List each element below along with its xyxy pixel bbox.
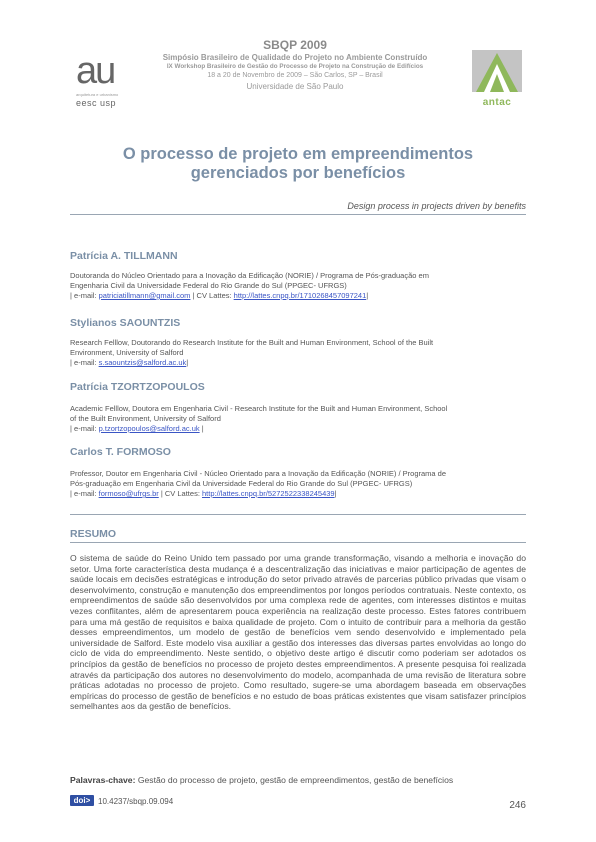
- author-email-link[interactable]: formoso@ufrgs.br: [98, 489, 159, 498]
- author-email-link[interactable]: patriciatillmann@gmail.com: [98, 291, 191, 300]
- author-name: Patrícia TZORTZOPOULOS: [70, 381, 205, 393]
- workshop-name: IX Workshop Brasileiro de Gestão do Processo de Projeto na Construção de Edifícios: [166, 63, 424, 70]
- author-contact: [70, 489, 526, 499]
- email-label: | e-mail:: [70, 489, 99, 498]
- author-contact: [70, 291, 526, 301]
- affiliation-line: Pós-graduação em Engenharia Civil da Universidade Federal do Rio Grande do Sul (PPGEC- UFRGS): [70, 479, 413, 488]
- page-number: 246: [509, 800, 526, 811]
- author-email-link[interactable]: p.tzortzopoulos@salford.ac.uk: [98, 424, 200, 433]
- university-name: Universidade de São Paulo: [246, 82, 344, 91]
- section-heading-resumo: RESUMO: [70, 528, 117, 540]
- au-logo-tagline: arquitetura e urbanismo: [76, 92, 119, 97]
- author-lattes-link[interactable]: http://lattes.cnpq.br/1710268457097241: [233, 291, 367, 300]
- contact-end: |: [186, 358, 189, 367]
- affiliation-line: Academic Felllow, Doutora em Engenharia Civil - Research Institute for the Built and Human Environment, School: [70, 404, 448, 413]
- au-eesc-usp-logo: [76, 52, 120, 110]
- paper-subtitle: Design process in projects driven by benefits: [347, 201, 526, 211]
- affiliation-line: Professor, Doutor em Engenharia Civil - Núcleo Orientado para a Inovação da Edificação (NORIE) / Programa de: [70, 469, 447, 478]
- contact-end: |: [334, 489, 337, 498]
- lattes-label: | CV Lattes:: [190, 291, 234, 300]
- symposium-name: Simpósio Brasileiro de Qualidade do Projeto no Ambiente Construído: [162, 53, 428, 62]
- author-contact: [70, 424, 526, 434]
- doi-link[interactable]: 10.4237/sbqp.09.094: [98, 797, 174, 806]
- affiliation-line: Engenharia Civil da Universidade Federal do Rio Grande do Sul (PPGEC- UFRGS): [70, 281, 347, 290]
- contact-end: |: [199, 424, 204, 433]
- paper-title-line-1: O processo de projeto em empreendimentos: [122, 145, 474, 163]
- paper-title: [60, 145, 536, 183]
- email-label: | e-mail:: [70, 358, 99, 367]
- authors-divider: [70, 514, 526, 515]
- antac-logo-emblem-icon: [472, 50, 522, 92]
- author-name: Patrícia A. TILLMANN: [70, 250, 178, 262]
- affiliation-line: Doutoranda do Núcleo Orientado para a Inovação da Edificação (NORIE) / Programa de Pós-graduação em: [70, 271, 429, 280]
- affiliation-line: Research Felllow, Doutorando do Research Institute for the Built and Human Environment, School of the Built: [70, 338, 434, 347]
- abstract-text: O sistema de saúde do Reino Unido tem passado por uma grande transformação, visando a melhoria e inovação do setor. Uma forte característica desta mudança é a descentralização das iniciativas e maior participação de agentes de saúde locais em decisões estratégicas e introdução do setor privado através de parcerias público privadas que visam o desenvolvimento, construção e manutenção dos empreendimentos por longos períodos contratuais. Neste contexto, os empreendimentos de saúde são desenvolvidos por uma complexa rede de agentes, com interesses distintos e muitas vezes conflitantes, além de apresentarem pouca experiência na realização deste processo. Estes fatores contribuem para uma má gestão de requisitos e baixa qualidade de projeto. Com o intuito de contribuir para a melhoria da gestão desses empreendimentos, um modelo de gestão de benefícios vem sendo desenvolvido e implementado pela universidade de Salford. Este modelo visa auxiliar a gestão dos interesses das diversas partes envolvidas ao longo do ciclo de vida do empreendimento. Neste sentido, o objetivo deste artigo é discutir como poderiam ser adotados os princípios da gestão de benefícios no processo de projeto destes empreendimentos. A presente pesquisa foi realizada através da participação dos autores no desenvolvimento do modelo, acompanhada de uma revisão de literatura sobre práticas adotadas no processo de projeto. Como resultado, sugere-se uma abordagem baseada em observações empíricas do processo de gestão de benefícios e no estudo de boas práticas existentes que visam satisfazer princípios semelhantes aos da gestão de benefícios.: [70, 553, 526, 712]
- paper-title-line-2: gerenciados por benefícios: [190, 164, 406, 182]
- lattes-label: | CV Lattes:: [158, 489, 202, 498]
- contact-end: |: [366, 291, 369, 300]
- author-name: Carlos T. FORMOSO: [70, 446, 171, 458]
- au-logo-text: au: [76, 50, 115, 92]
- email-label: | e-mail:: [70, 424, 99, 433]
- doi-icon: doi>: [70, 795, 94, 806]
- email-label: | e-mail:: [70, 291, 99, 300]
- resumo-divider: [70, 542, 526, 543]
- affiliation-line: Environment, University of Salford: [70, 348, 184, 357]
- conference-dates: 18 a 20 de Novembro de 2009 – São Carlos, SP – Brasil: [207, 72, 383, 79]
- author-affiliation: [70, 271, 526, 301]
- author-affiliation: [70, 338, 526, 368]
- author-lattes-link[interactable]: http://lattes.cnpq.br/5272522338245439: [201, 489, 335, 498]
- author-name: Stylianos SAOUNTZIS: [70, 317, 181, 329]
- conference-name: SBQP 2009: [263, 38, 327, 52]
- keywords-label: Palavras-chave:: [70, 775, 136, 785]
- author-affiliation: [70, 469, 526, 499]
- antac-logo-text: antac: [482, 97, 512, 108]
- author-affiliation: [70, 404, 526, 434]
- author-contact: [70, 358, 526, 368]
- keywords-list: Gestão do processo de projeto, gestão de empreendimentos, gestão de benefícios: [135, 775, 454, 785]
- keywords: [70, 775, 526, 786]
- antac-logo: [472, 50, 522, 108]
- au-logo-subtext: eesc usp: [76, 98, 117, 108]
- title-divider: [70, 214, 526, 215]
- author-email-link[interactable]: s.saountzis@salford.ac.uk: [98, 358, 187, 367]
- affiliation-line: of the Built Environment, University of Salford: [70, 414, 221, 423]
